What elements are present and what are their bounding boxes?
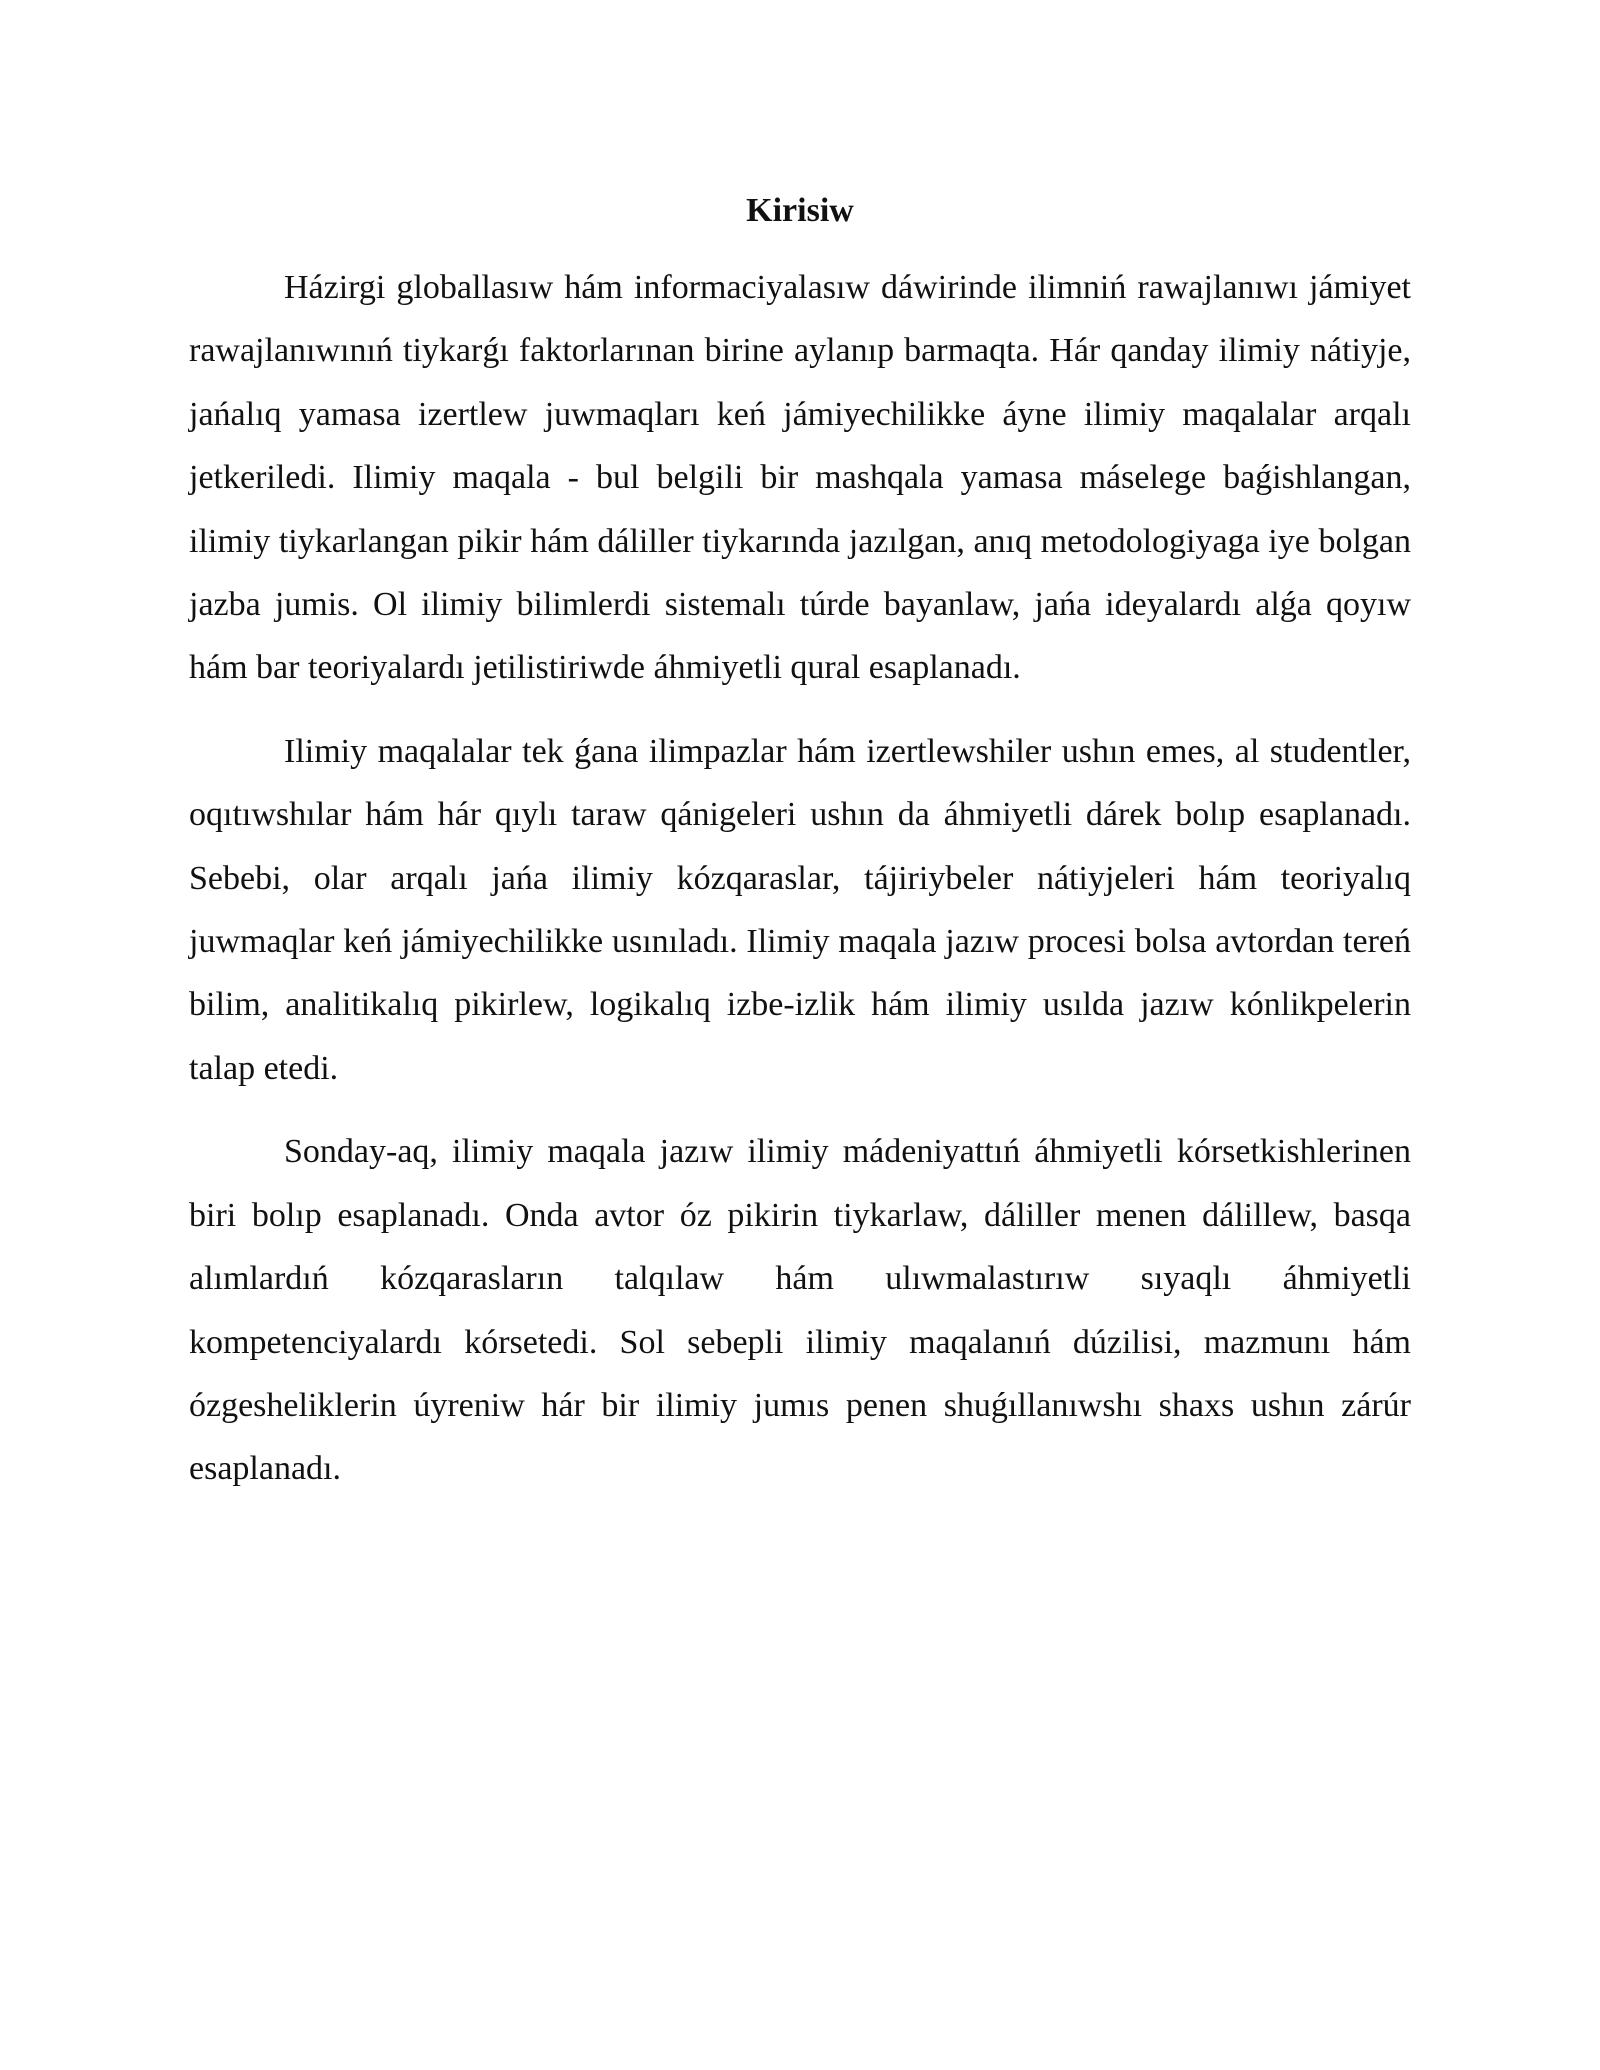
paragraph-2: Ilimiy maqalalar tek ǵana ilimpazlar hám izertlewshiler ushın emes, al studentler, oqıtıwshılar hám hár qıylı taraw qánigeleri ushın da áhmiyetli dárek bolıp esaplanadı. Sebebi, olar arqalı jańa ilimiy kózqaraslar, tájiriybeler nátiyjeleri hám teoriyalıq juwmaqlar keń jámiyechilikke usınıladı. Ilimiy maqala jazıw procesi bolsa avtordan tereń bilim, analitikalıq pikirlew, logikalıq izbe-izlik hám ilimiy usılda jazıw kónlikpelerin talap etedi. — [189, 732, 1411, 1087]
paragraph-3: Sonday-aq, ilimiy maqala jazıw ilimiy mádeniyattıń áhmiyetli kórsetkishlerinen biri bolıp esaplanadı. Onda avtor óz pikirin tiykarlaw, dáliller menen dálillew, basqa alımlardıń kózqarasların talqılaw hám ulıwmalastırıw sıyaqlı áhmiyetli kompetenciyalardı kórsetedi. Sol sebepli ilimiy maqalanıń dúzilisi, mazmunı hám ózgesheliklerin úyreniw hár bir ilimiy jumıs penen shuǵıllanıwshı shaxs ushın zárúr esaplanadı. — [189, 1133, 1411, 1488]
document-body — [189, 186, 1411, 1501]
paragraph-1: Házirgi globallasıw hám informaciyalasıw dáwirinde ilimniń rawajlanıwı jámiyet rawajlanıwınıń tiykarǵı faktorlarınan birine aylanıp barmaqta. Hár qanday ilimiy nátiyje, jańalıq yamasa izertlew juwmaqları keń jámiyechilikke áyne ilimiy maqalalar arqalı jetkeriledi. Ilimiy maqala - bul belgili bir mashqala yamasa máselege baǵishlangan, ilimiy tiykarlangan pikir hám dáliller tiykarında jazılgan, anıq metodologiyaga iye bolgan jazba jumis. Ol ilimiy bilimlerdi sistemalı túrde bayanlaw, jańa ideyalardı alǵa qoyıw hám bar teoriyalardı jetilistiriwde áhmiyetli qural esaplanadı. — [189, 269, 1411, 687]
document-title: Kirisiw — [746, 192, 854, 229]
